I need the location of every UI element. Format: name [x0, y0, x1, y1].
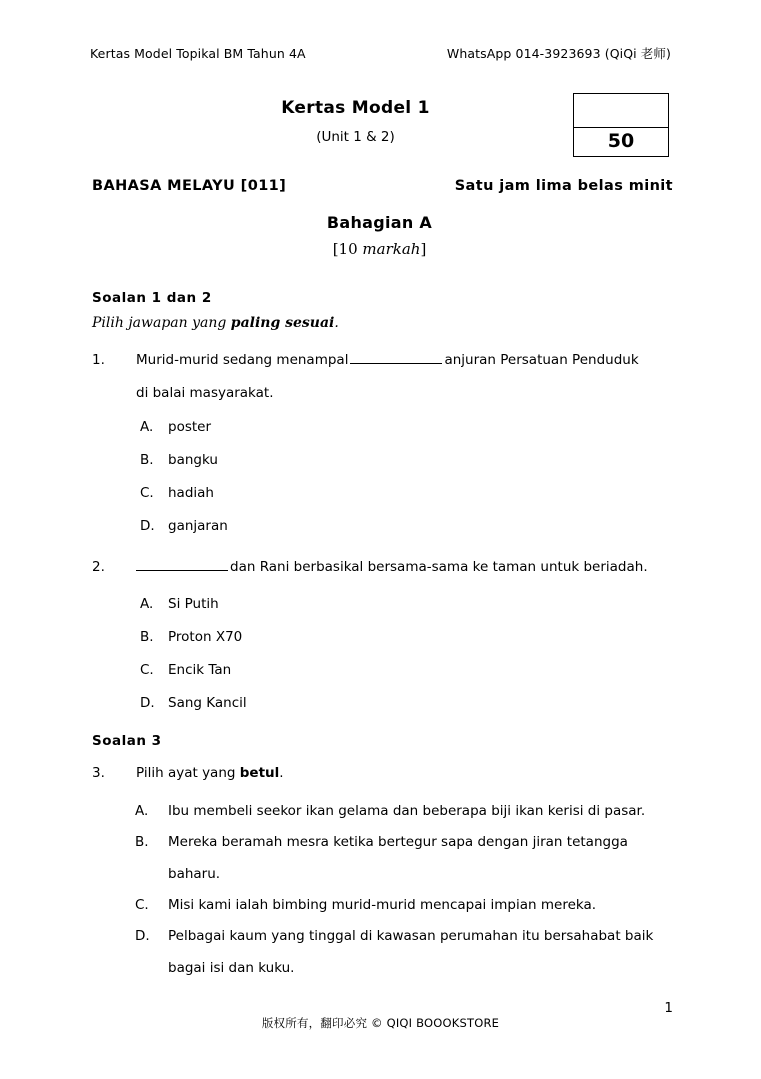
option-letter: D.	[140, 695, 155, 712]
header-contact-text: WhatsApp 014-3923693 (QiQi 老师)	[446, 46, 671, 61]
option-text: hadiah	[168, 484, 214, 501]
option-text: Sang Kancil	[168, 695, 247, 712]
question-3-stem-suffix: .	[279, 765, 284, 781]
question-1-option-a[interactable]	[140, 419, 673, 435]
question-2-option-c[interactable]	[140, 662, 673, 678]
option-letter: A.	[140, 596, 154, 613]
question-3-stem-emphasis: betul	[239, 765, 280, 781]
question-3-option-b[interactable]	[135, 834, 673, 850]
section-marks	[0, 240, 761, 258]
question-1-option-b[interactable]	[140, 452, 673, 468]
paper-unit-subtitle: (Unit 1 & 2)	[316, 129, 395, 145]
option-letter: B.	[135, 834, 149, 850]
option-letter: C.	[140, 662, 154, 679]
instruction-3-heading: Soalan 3	[92, 733, 162, 749]
question-3-option-a[interactable]	[135, 803, 673, 819]
paper-title: Kertas Model 1	[281, 98, 430, 118]
instruction-subtext	[92, 315, 339, 331]
option-text: Encik Tan	[168, 662, 232, 679]
question-3-option-c[interactable]	[135, 897, 673, 913]
option-letter: A.	[140, 418, 154, 435]
question-3-option-b-continuation: baharu.	[168, 866, 221, 882]
question-3-stem	[136, 767, 673, 781]
marks-box	[573, 93, 669, 157]
subject-name: BAHASA MELAYU [011]	[92, 178, 287, 194]
question-3-option-d-continuation: bagai isi dan kuku.	[168, 959, 295, 976]
section-title: Bahagian A	[326, 213, 433, 232]
question-2-option-d[interactable]	[140, 695, 673, 711]
instruction-sub-suffix: .	[334, 315, 339, 331]
option-letter: C.	[135, 896, 149, 913]
question-2	[92, 559, 673, 711]
question-3-options	[135, 803, 673, 975]
question-2-stem-line	[92, 559, 673, 575]
question-1-answer-blank[interactable]	[350, 352, 442, 364]
marks-box-total-cell: 50	[607, 129, 635, 152]
question-1-stem-line2: di balai masyarakat.	[136, 385, 274, 402]
question-3-option-b-wrap	[135, 834, 673, 882]
option-letter: B.	[140, 629, 154, 646]
marks-box-score-cell[interactable]	[574, 94, 668, 128]
question-1-stem	[136, 352, 673, 368]
question-2-stem-after: dan Rani berbasikal bersama-sama ke taman untuk beriadah.	[230, 559, 648, 576]
question-2-option-b[interactable]	[140, 629, 673, 645]
option-letter: C.	[140, 484, 154, 501]
option-text: bangku	[168, 451, 218, 468]
section-marks-word: markah	[362, 240, 421, 258]
instruction-block-3	[92, 733, 162, 749]
question-3-stem-line	[92, 765, 673, 781]
option-text: ganjaran	[168, 517, 228, 534]
option-text: Proton X70	[168, 629, 243, 646]
question-3-number: 3.	[92, 765, 105, 781]
option-letter: B.	[140, 451, 154, 468]
section-marks-prefix: [10	[332, 240, 363, 258]
option-text: Misi kami ialah bimbing murid-murid mencapai impian mereka.	[168, 896, 597, 913]
question-1	[92, 352, 673, 534]
instruction-sub-prefix: Pilih jawapan yang	[92, 315, 231, 331]
question-3-stem-prefix: Pilih ayat yang	[136, 765, 240, 781]
question-2-answer-blank[interactable]	[136, 559, 228, 571]
header-left-text: Kertas Model Topikal BM Tahun 4A	[90, 46, 306, 61]
option-text: poster	[168, 418, 212, 435]
instruction-heading: Soalan 1 dan 2	[92, 290, 212, 306]
question-2-number: 2.	[92, 559, 105, 576]
question-2-stem	[136, 559, 673, 575]
exam-duration: Satu jam lima belas minit	[454, 178, 673, 194]
question-1-stem-before: Murid-murid sedang menampal	[136, 352, 349, 369]
running-header	[90, 44, 673, 62]
option-text: Ibu membeli seekor ikan gelama dan beberapa biji ikan kerisi di pasar.	[168, 803, 646, 819]
option-letter: A.	[135, 803, 149, 819]
option-text: Si Putih	[168, 596, 219, 613]
page-number: 1	[664, 1000, 673, 1016]
question-3-option-c-wrap	[135, 897, 673, 913]
instruction-block-1	[92, 290, 339, 331]
instruction-sub-emphasis: paling sesuai	[230, 315, 335, 331]
question-3-option-d-wrap	[135, 928, 673, 976]
question-3-option-d[interactable]	[135, 928, 673, 944]
question-1-stem-after: anjuran Persatuan Penduduk	[444, 352, 639, 369]
question-1-option-c[interactable]	[140, 485, 673, 501]
option-letter: D.	[135, 927, 150, 944]
question-1-number: 1.	[92, 352, 105, 369]
question-3-option-a-wrap	[135, 803, 673, 819]
option-text: Pelbagai kaum yang tinggal di kawasan perumahan itu bersahabat baik	[168, 927, 654, 944]
question-3	[92, 765, 673, 975]
question-1-stem-line	[92, 352, 673, 368]
section-marks-suffix: ]	[420, 240, 427, 258]
footer-copyright: 版权所有，翻印必究 © QIQI BOOOKSTORE	[261, 1016, 500, 1030]
question-2-option-a[interactable]	[140, 596, 673, 612]
question-1-option-d[interactable]	[140, 518, 673, 534]
option-letter: D.	[140, 517, 155, 534]
option-text: Mereka beramah mesra ketika bertegur sapa dengan jiran tetangga	[168, 834, 628, 850]
section-heading-block	[0, 213, 761, 258]
subject-row	[92, 178, 673, 194]
question-2-options	[140, 596, 673, 711]
question-1-options	[140, 419, 673, 534]
